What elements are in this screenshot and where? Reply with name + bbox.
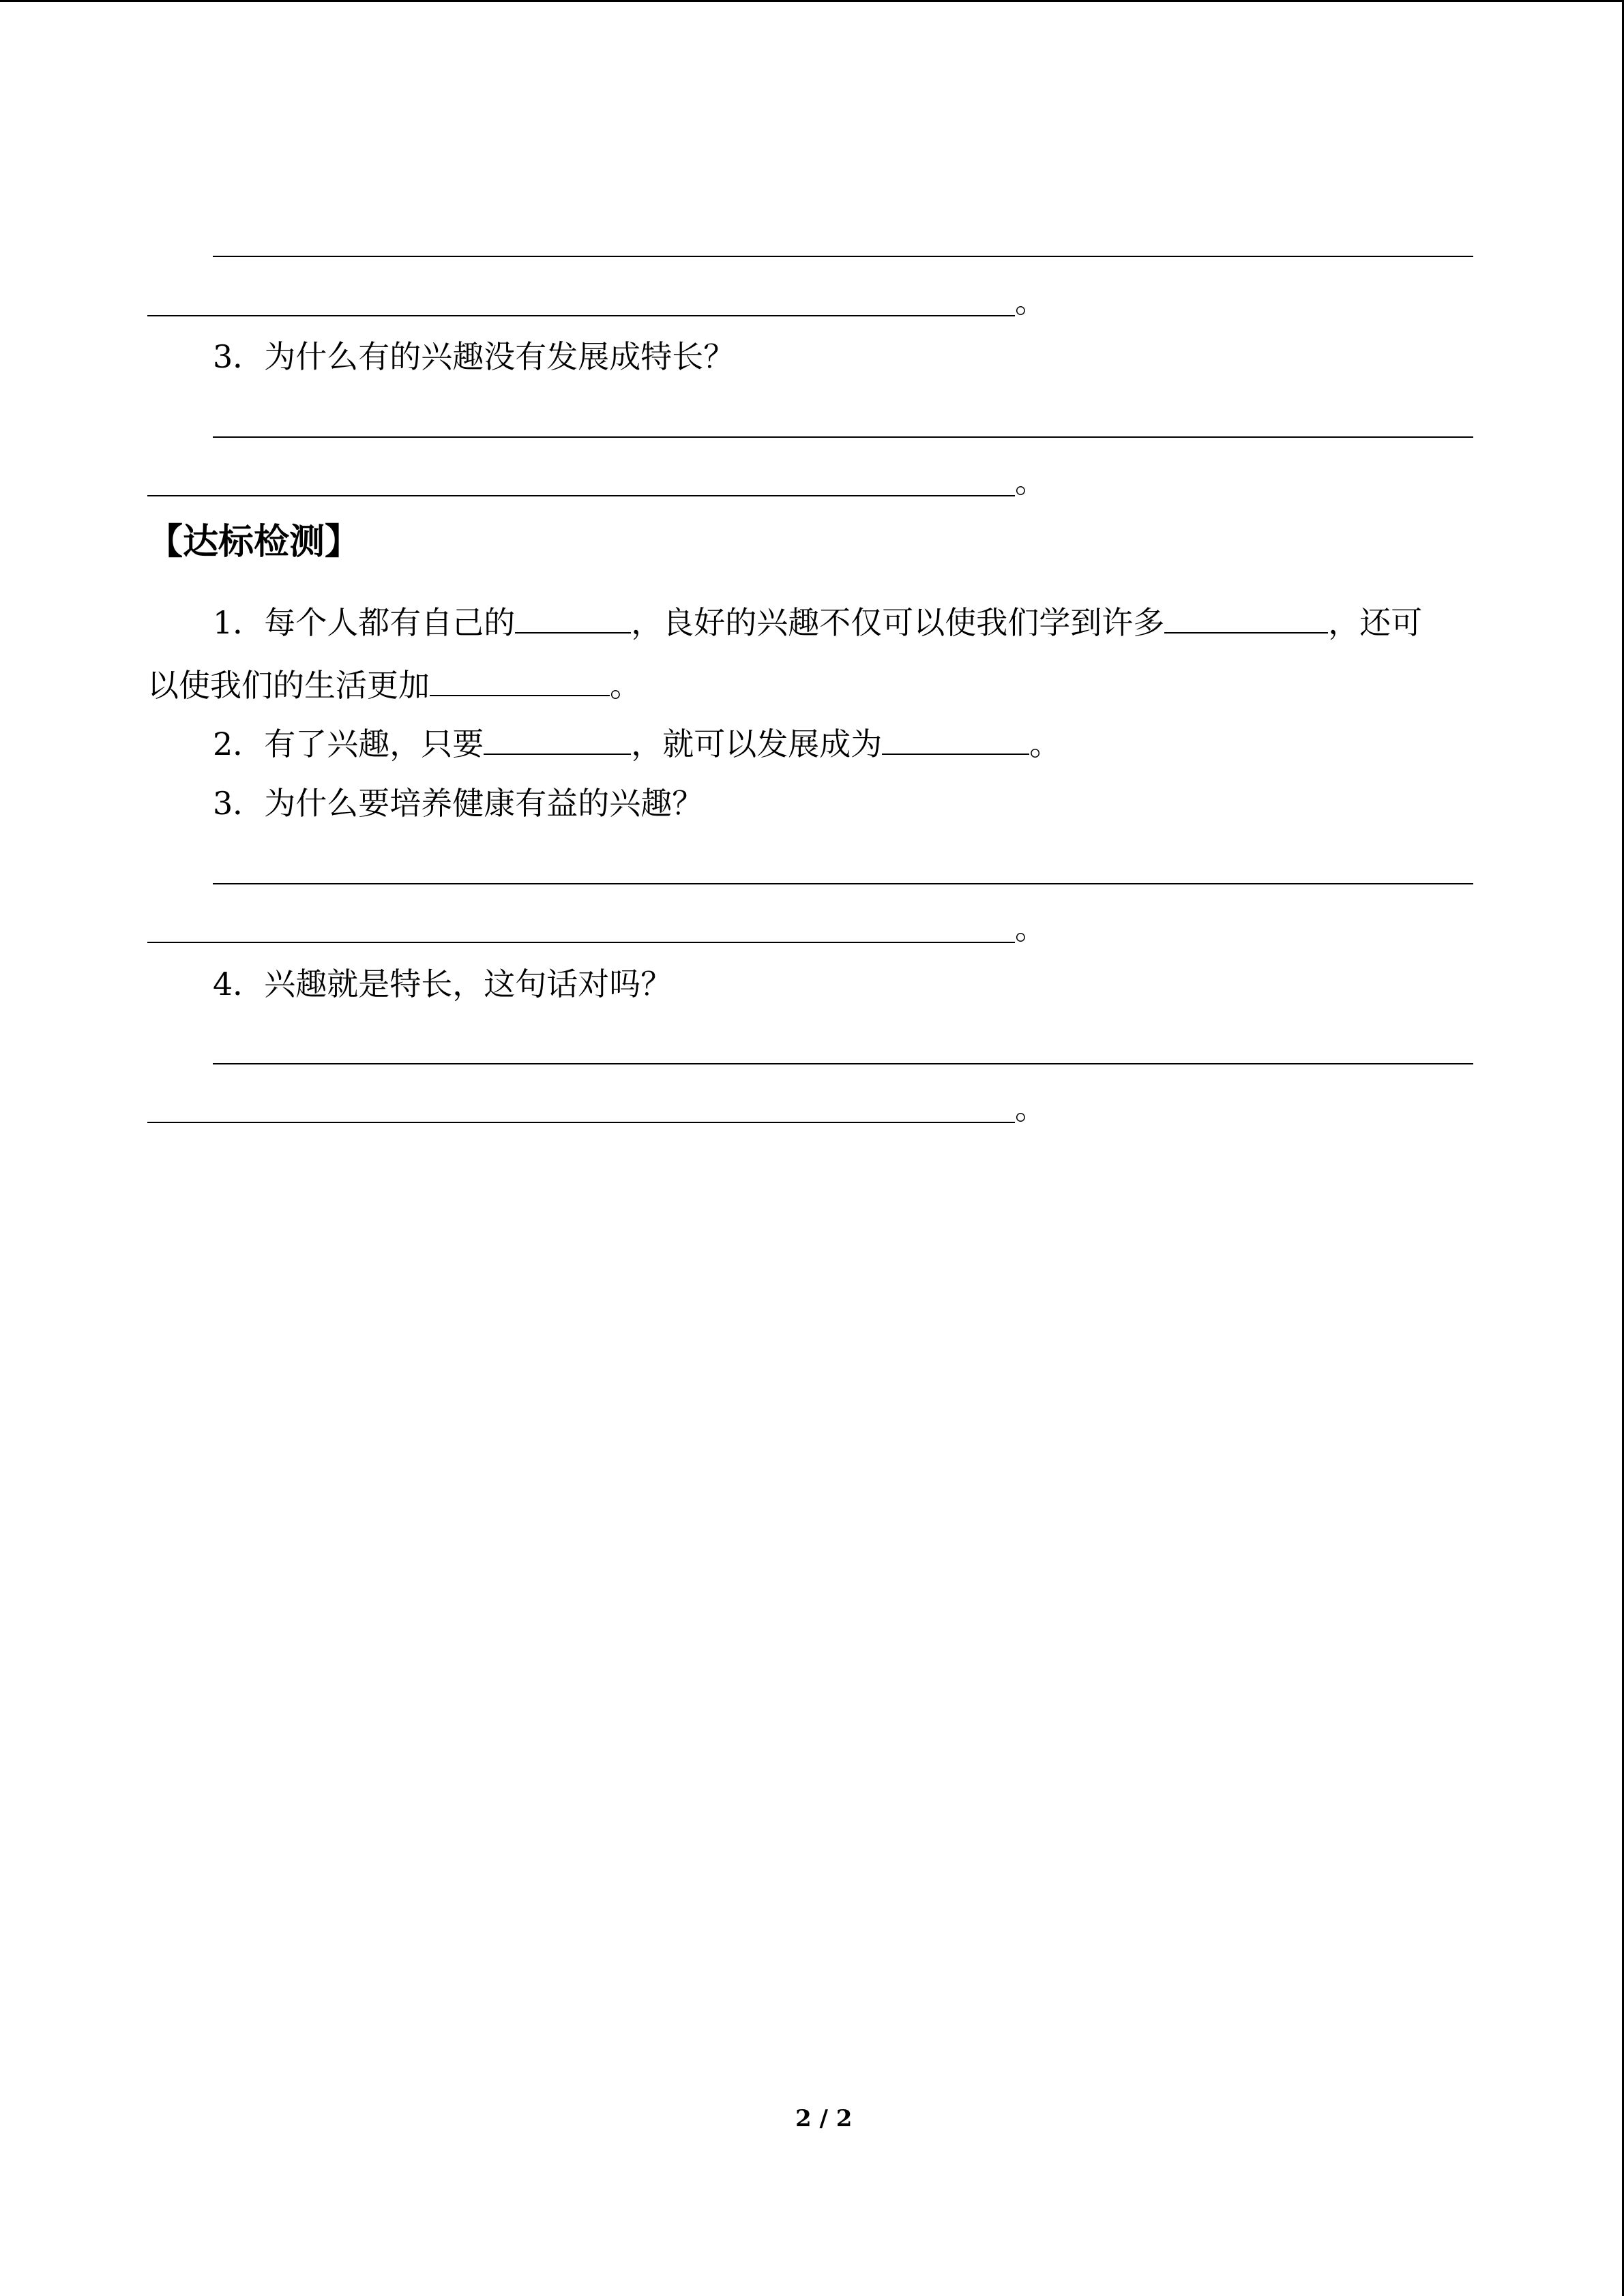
- answer-line: [213, 256, 1473, 257]
- section-title: 【达标检测】: [147, 521, 361, 563]
- answer-line: [147, 1122, 1015, 1123]
- question-2: [213, 724, 1061, 764]
- answer-end-period: 。: [1015, 283, 1046, 320]
- answer-line: [147, 495, 1015, 496]
- question-1-text-c: ，还可: [1328, 604, 1423, 641]
- fill-blank[interactable]: [430, 665, 610, 696]
- answer-line: [147, 315, 1015, 316]
- question-1-text-e: 。: [610, 667, 641, 704]
- page-number: 2 / 2: [795, 2105, 853, 2132]
- question-2-text-a: 2．有了兴趣，只要: [213, 726, 484, 762]
- fill-blank[interactable]: [882, 724, 1029, 755]
- question-1: [213, 602, 1422, 643]
- question-2-text-c: 。: [1029, 726, 1061, 762]
- answer-line: [147, 942, 1015, 943]
- question-3-prev: 3．为什么有的兴趣没有发展成特长？: [213, 338, 735, 375]
- fill-blank[interactable]: [515, 602, 631, 633]
- question-1-continued: [147, 665, 641, 706]
- answer-line: [213, 883, 1473, 884]
- question-1-text-d: 以使我们的生活更加: [147, 667, 430, 704]
- fill-blank[interactable]: [1164, 602, 1328, 633]
- answer-line: [213, 436, 1473, 438]
- question-1-text-b: ，良好的兴趣不仅可以使我们学到许多: [631, 604, 1165, 641]
- question-2-text-b: ，就可以发展成为: [631, 726, 883, 762]
- answer-end-period: 。: [1015, 910, 1046, 946]
- question-4: 4．兴趣就是特长，这句话对吗？: [213, 966, 673, 1002]
- fill-blank[interactable]: [484, 724, 631, 755]
- answer-line: [213, 1063, 1473, 1064]
- question-1-text-a: 1．每个人都有自己的: [213, 604, 516, 641]
- question-3: 3．为什么要培养健康有益的兴趣？: [213, 785, 704, 822]
- answer-end-period: 。: [1015, 1090, 1046, 1127]
- answer-end-period: 。: [1015, 463, 1046, 500]
